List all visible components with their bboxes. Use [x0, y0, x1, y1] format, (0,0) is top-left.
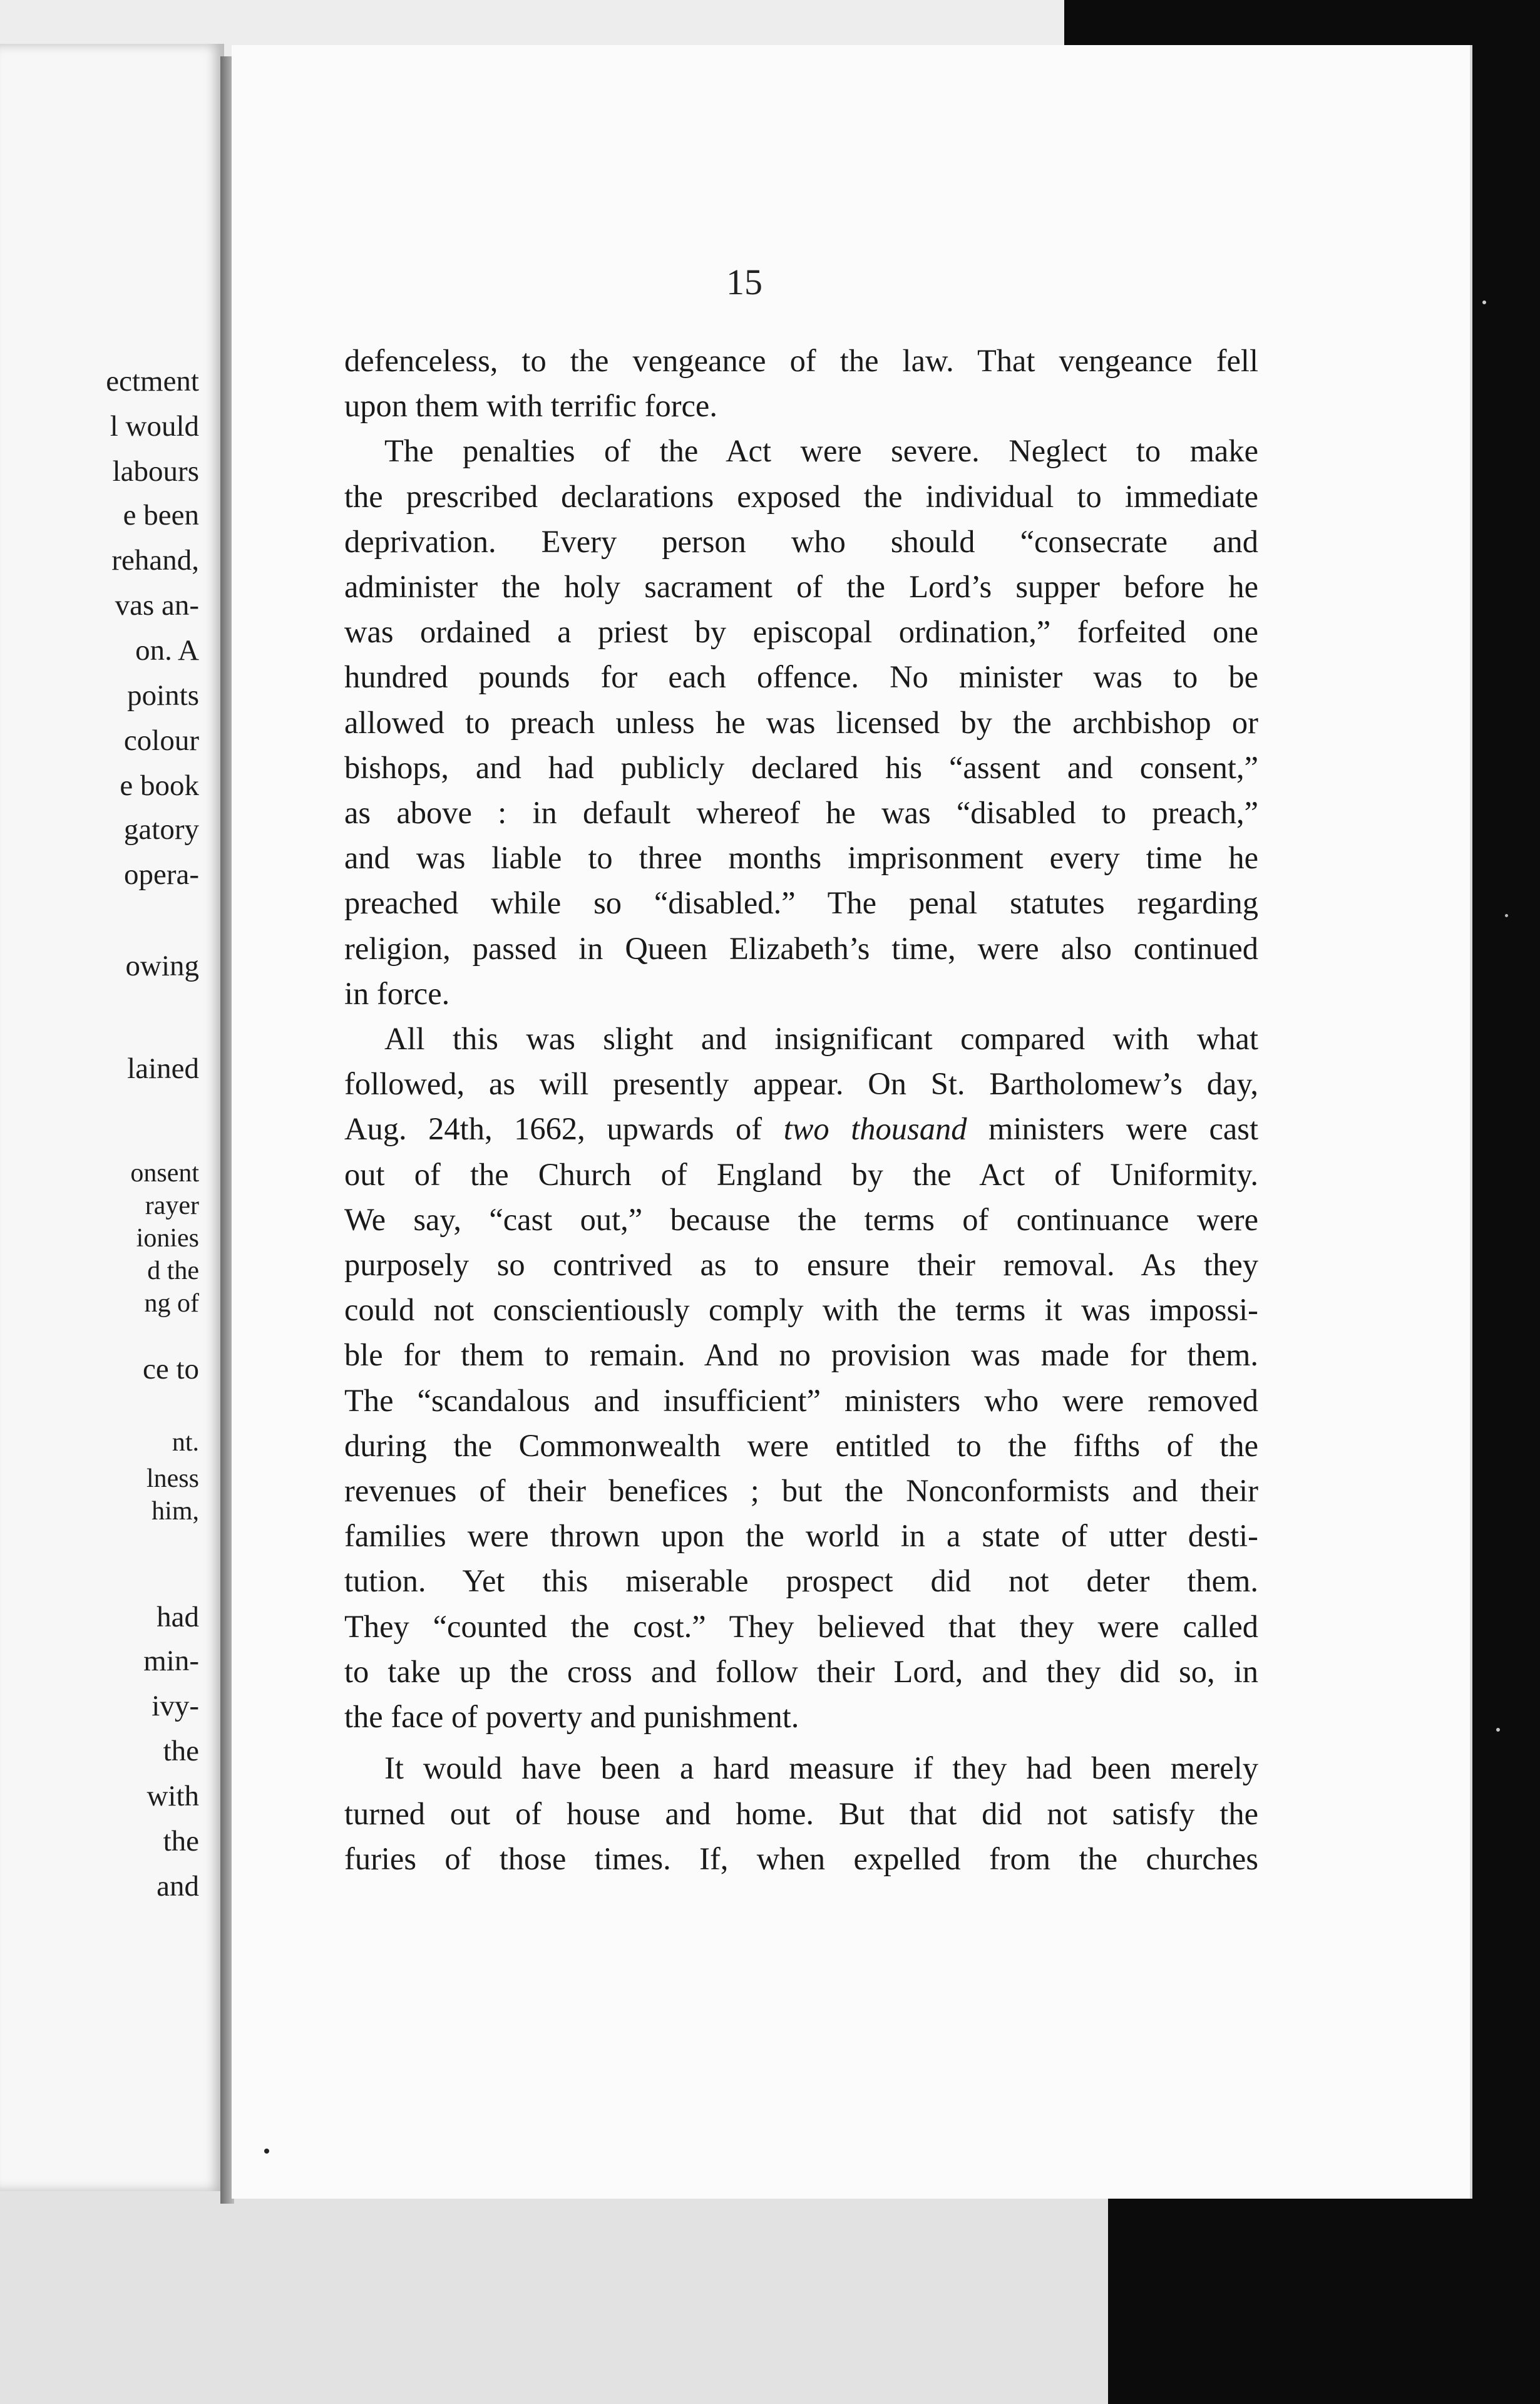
left-page-fragment: lness: [146, 1464, 199, 1493]
text-line: could not conscientiously comply with the terms it was impossi-: [344, 1292, 1258, 1328]
left-page-fragment: owing: [125, 950, 199, 982]
text-line: and was liable to three months imprisonment every time he: [344, 840, 1258, 876]
background-paper-bottom: [0, 2185, 1108, 2404]
text-line: purposely so contrived as to ensure their removal. As they: [344, 1247, 1258, 1283]
left-page-fragment: on. A: [135, 634, 199, 667]
body-text: [344, 338, 1258, 1881]
text-line: hundred pounds for each offence. No minister was to be: [344, 659, 1258, 695]
left-page-fragment: lained: [127, 1052, 199, 1085]
text-line: defenceless, to the vengeance of the law. That vengeance fell: [344, 343, 1258, 378]
left-page-fragment: him,: [151, 1497, 199, 1526]
text-line: revenues of their benefices ; but the Nonconformists and their: [344, 1473, 1258, 1509]
text-line: It would have been a hard measure if they had been merely: [384, 1750, 1258, 1786]
text-line: allowed to preach unless he was licensed by the archbishop or: [344, 704, 1258, 740]
left-page-fragment: ectment: [106, 365, 199, 398]
left-page-fragment: opera-: [123, 858, 199, 891]
text-line: They “counted the cost.” They believed that they were called: [344, 1608, 1258, 1644]
dust-speck: [1505, 914, 1508, 917]
dust-speck: [1482, 300, 1486, 304]
text-line: followed, as will presently appear. On St. Bartholomew’s day,: [344, 1066, 1258, 1102]
text-line: out of the Church of England by the Act of Uniformity.: [344, 1156, 1258, 1192]
left-page-fragment: nt.: [172, 1428, 199, 1457]
left-page-fragment: ivy-: [151, 1690, 199, 1722]
text-line: The penalties of the Act were severe. Neglect to make: [384, 433, 1258, 469]
text-line: ble for them to remain. And no provision was made for them.: [344, 1337, 1258, 1373]
dust-speck: [1496, 1728, 1500, 1732]
left-page-fragment: points: [127, 679, 199, 712]
left-page-fragment: the: [163, 1825, 199, 1857]
left-page-fragment: colour: [123, 724, 199, 757]
right-page: [232, 45, 1470, 2199]
text-line: the prescribed declarations exposed the individual to immediate: [344, 478, 1258, 514]
left-page-fragment: d the: [147, 1256, 199, 1285]
left-page-fragment: and: [157, 1870, 199, 1903]
text-line: deprivation. Every person who should “consecrate and: [344, 523, 1258, 559]
text-line: as above : in default whereof he was “disabled to preach,”: [344, 795, 1258, 831]
text-segment: Aug. 24th, 1662, upwards of: [344, 1111, 784, 1147]
text-line: upon them with terrific force.: [344, 388, 717, 424]
left-page-fragment: e been: [123, 499, 199, 532]
left-page-fragment: e book: [120, 769, 199, 802]
left-page-fragment: ng of: [144, 1289, 199, 1318]
text-line: to take up the cross and follow their Lord, and they did so, in: [344, 1653, 1258, 1689]
left-page-fragment: vas an-: [115, 589, 199, 622]
left-page-fragment: labours: [112, 455, 199, 488]
text-line: religion, passed in Queen Elizabeth’s time, were also continued: [344, 930, 1258, 966]
page-number: 15: [726, 262, 762, 302]
left-page-fragment: had: [157, 1601, 199, 1633]
left-page-fragment: l would: [110, 410, 199, 443]
left-page-fragment: rayer: [145, 1191, 199, 1220]
left-page-fragment: min-: [143, 1645, 199, 1677]
text-line: The “scandalous and insufficient” ministers who were removed: [344, 1382, 1258, 1418]
left-page-fragment: ce to: [142, 1353, 199, 1385]
left-page-fragment: the: [163, 1735, 199, 1767]
text-line: preached while so “disabled.” The penal statutes regarding: [344, 885, 1258, 921]
text-line: the face of poverty and punishment.: [344, 1699, 799, 1735]
ink-speck: [264, 2149, 269, 2154]
italic-phrase: two thousand: [783, 1111, 967, 1147]
text-line: during the Commonwealth were entitled to the fifths of the: [344, 1427, 1258, 1463]
text-line: furies of those times. If, when expelled from the churches: [344, 1841, 1258, 1876]
text-line: families were thrown upon the world in a state of utter desti-: [344, 1518, 1258, 1554]
text-line: All this was slight and insignificant compared with what: [384, 1021, 1258, 1057]
text-line: We say, “cast out,” because the terms of continuance were: [344, 1201, 1258, 1237]
left-page-fragment: rehand,: [111, 544, 199, 577]
left-page-fragment: with: [146, 1780, 199, 1812]
left-facing-page: [0, 44, 224, 2191]
text-segment: ministers were cast: [967, 1111, 1258, 1147]
text-line: administer the holy sacrament of the Lord’s supper before he: [344, 569, 1258, 605]
text-line: was ordained a priest by episcopal ordination,” forfeited one: [344, 614, 1258, 650]
left-page-fragment: onsent: [130, 1159, 199, 1188]
text-line: tution. Yet this miserable prospect did not deter them.: [344, 1563, 1258, 1599]
left-page-fragment: gatory: [123, 813, 199, 846]
text-line: bishops, and had publicly declared his “assent and consent,”: [344, 749, 1258, 785]
text-line-mixed: [344, 1106, 1258, 1151]
text-line: turned out of house and home. But that did not satisfy the: [344, 1795, 1258, 1831]
text-line: in force.: [344, 975, 450, 1011]
left-page-fragment: ionies: [136, 1224, 199, 1253]
